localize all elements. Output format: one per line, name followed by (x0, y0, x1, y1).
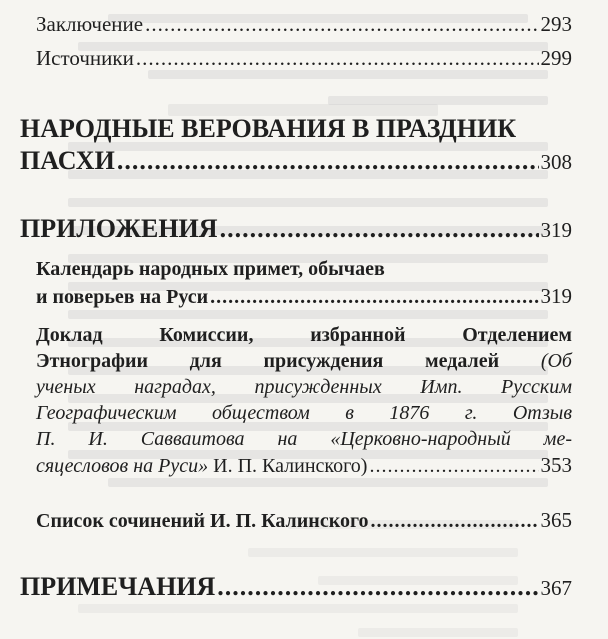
section-heading-label: ПАСХИ (20, 146, 115, 175)
toc-section-easter[interactable] (20, 146, 572, 176)
section-heading-label: ПРИМЕЧАНИЯ (20, 572, 216, 601)
report-line: Доклад Комиссии, избранной Отделением (36, 324, 572, 346)
report-line-bold: Этнографии для присуждения медалей (36, 350, 500, 372)
toc-page-number: 299 (540, 46, 572, 70)
toc-page-number: 319 (540, 218, 572, 242)
toc-section-appendix[interactable] (20, 214, 572, 244)
dot-leader (136, 46, 539, 71)
toc-entry-label: Список сочинений И. П. Калинского (36, 510, 369, 532)
toc-page-number: 308 (540, 150, 572, 174)
toc-page-number: 367 (540, 576, 572, 600)
toc-entry-report[interactable] (36, 322, 572, 478)
toc-page-number: 293 (540, 12, 572, 36)
dot-leader (369, 453, 538, 479)
toc-entry-sources[interactable] (36, 46, 572, 71)
toc-entry-calendar[interactable] (36, 284, 572, 309)
dot-leader (220, 214, 539, 244)
dot-leader (371, 510, 539, 533)
dot-leader (217, 572, 538, 602)
section-heading-label: ПРИЛОЖЕНИЯ (20, 214, 218, 243)
dot-leader (210, 286, 538, 309)
report-line: Географическим обществом в 1876 г. Отзыв (36, 402, 572, 424)
report-line-italic: сяцесловов на Руси» (36, 455, 209, 477)
toc-section-notes[interactable] (20, 572, 572, 602)
report-line: ученых наградах, присужденных Имп. Русским (36, 376, 572, 398)
toc-entry-works[interactable] (36, 508, 572, 533)
report-line-italic: (Об (540, 350, 572, 372)
toc-entry-label: Заключение (36, 12, 144, 36)
dot-leader (117, 146, 539, 176)
dot-leader (145, 12, 538, 37)
toc-entry-line[interactable]: Календарь народных примет, обычаев (36, 258, 385, 280)
toc-page-number: 353 (540, 453, 572, 477)
toc-page-number: 319 (540, 284, 572, 308)
report-line: П. И. Савваитова на «Церковно-народный ме- (36, 428, 572, 450)
section-heading-line[interactable]: НАРОДНЫЕ ВЕРОВАНИЯ В ПРАЗДНИК (20, 114, 517, 143)
toc-entry-conclusion[interactable] (36, 12, 572, 37)
report-line (36, 348, 572, 374)
toc-page-number: 365 (540, 508, 572, 532)
toc-entry-label: и поверьев на Руси (36, 286, 209, 308)
report-line-plain: И. П. Калинского) (213, 455, 368, 477)
toc-entry-label: Источники (36, 46, 134, 70)
report-last-line (36, 452, 572, 478)
